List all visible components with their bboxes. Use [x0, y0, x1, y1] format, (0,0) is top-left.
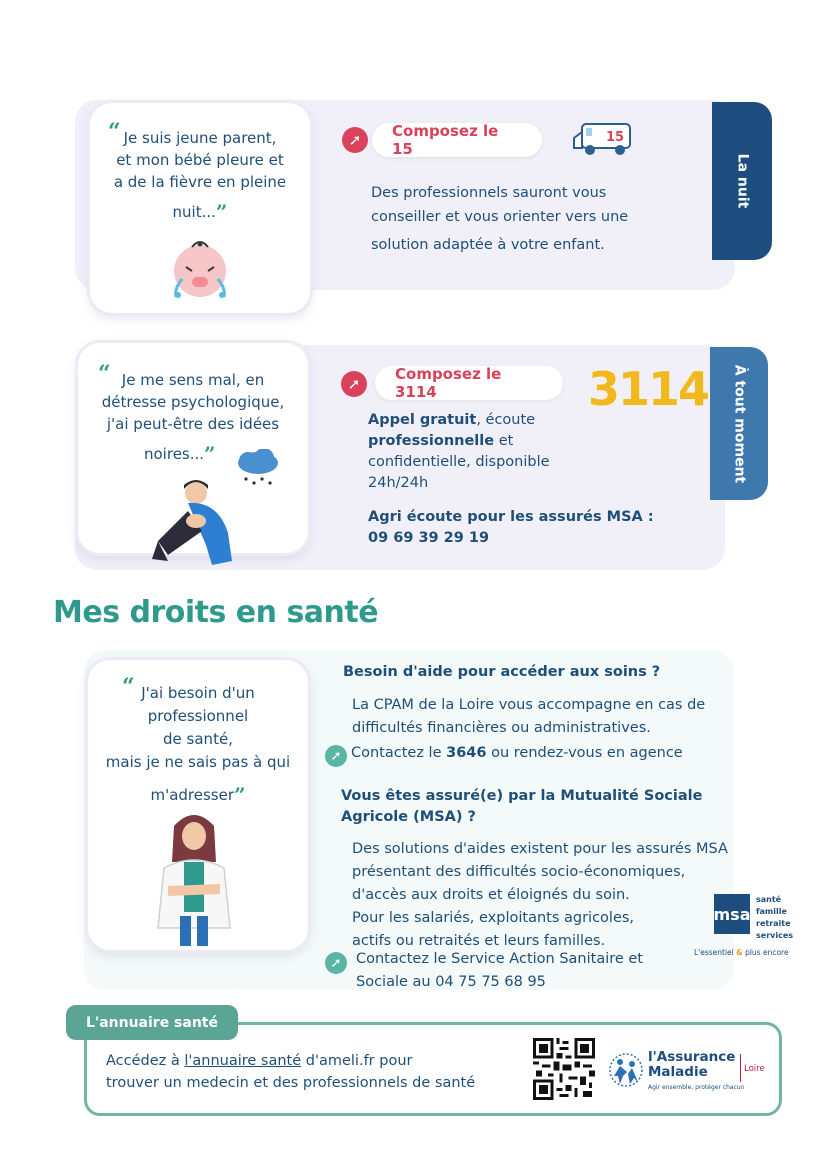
directory-line2: trouver un medecin et des professionnels de santé [106, 1075, 476, 1091]
night-quote-line-3: a de la fièvre en pleine [113, 173, 287, 191]
assurance-tagline: Agir ensemble, protéger chacun [648, 1084, 745, 1091]
anytime-tab: À tout moment [710, 347, 768, 500]
rights-q1-contact [351, 741, 683, 765]
q2-arrow-icon: ➚ [325, 952, 347, 974]
rights-q2-contact [356, 948, 643, 994]
night-text-line-2: conseiller et vous orienter vers une [371, 209, 629, 225]
rights-quote-line-1: J'ai besoin d'un [141, 684, 255, 702]
night-quote-line-2: et mon bébé pleure et [116, 151, 284, 169]
ambulance-number: 15 [606, 130, 625, 145]
rights-q2-text-4: Pour les salariés, exploitants agricoles, [352, 910, 635, 926]
ambulance-icon [572, 120, 636, 158]
sad-person-icon [148, 477, 248, 569]
rights-q1-text-1: La CPAM de la Loire vous accompagne en cas de [352, 697, 706, 713]
msa-word-4: services [756, 931, 794, 940]
anytime-text [368, 410, 654, 549]
anytime-call-pill: Composez le 3114 [375, 366, 563, 400]
directory-tab: L'annuaire santé [66, 1005, 238, 1040]
crying-baby-icon [162, 235, 238, 301]
rights-q2-contact-2: Sociale au 04 75 75 68 95 [356, 974, 546, 990]
anytime-quote-line-2: détresse psychologique, [101, 393, 285, 411]
assurance-region: Loire [744, 1064, 765, 1074]
rights-quote-line-2: professionnel [147, 707, 249, 725]
q1-contact-pre: Contactez le [351, 745, 447, 761]
night-text-line-3: solution adaptée à votre enfant. [371, 237, 605, 253]
night-text-line-1: Des professionnels sauront vous [371, 185, 607, 201]
qr-code-icon[interactable] [533, 1038, 595, 1100]
anytime-quote-line-3: j'ai peut-être des idées [106, 415, 280, 433]
doctor-icon [154, 812, 234, 946]
rights-q1-text [352, 694, 705, 740]
anytime-line1-rest: , écoute [476, 412, 536, 428]
rights-q2-text-5: actifs ou retraités et leurs familles. [352, 933, 606, 949]
directory-line1-post: d'ameli.fr pour [301, 1053, 413, 1069]
rights-q2-contact-1: Contactez le Service Action Sanitaire et [356, 951, 644, 967]
rights-q1-heading: Besoin d'aide pour accéder aux soins ? [343, 664, 661, 680]
rights-q2-line-2: Agricole (MSA) ? [341, 809, 476, 825]
assurance-line-1: l'Assurance [648, 1049, 736, 1065]
anytime-quote-line-4: noires... [144, 445, 205, 463]
night-arrow-icon: ➚ [342, 127, 368, 153]
anytime-arrow-icon: ➚ [341, 371, 367, 397]
anytime-msa-phone: 09 69 39 29 19 [368, 530, 490, 546]
q1-arrow-icon: ➚ [325, 745, 347, 767]
msa-tagline-post: plus encore [742, 948, 789, 957]
anytime-line1-bold: Appel gratuit [368, 412, 477, 428]
msa-tagline-amp: & [736, 948, 743, 957]
rights-q2-text-1: Des solutions d'aides existent pour les assurés MSA [352, 841, 728, 857]
rights-quote-card: “ J'ai besoin d'un professionnel de santé, mais je ne sais pas à qui m'adresser” [88, 660, 308, 950]
rights-q2-text-2: présentant des difficultés socio-économiques, [352, 864, 686, 880]
rights-q2-heading [341, 786, 702, 828]
assurance-maladie-figures-icon [608, 1052, 644, 1092]
rights-quote-line-3: de santé, [163, 730, 233, 748]
section-title: Mes droits en santé [53, 595, 379, 630]
rights-q2-text [352, 838, 728, 953]
assurance-line-2: Maladie [648, 1064, 708, 1080]
rights-q1-text-2: difficultés financières ou administratives. [352, 720, 651, 736]
assurance-divider [740, 1054, 741, 1082]
msa-word-1: santé [756, 895, 782, 904]
q1-contact-number: 3646 [446, 745, 487, 761]
annuaire-sante-link[interactable]: l'annuaire santé [184, 1053, 302, 1069]
anytime-line2-rest: et [494, 433, 514, 449]
msa-logo-mark [714, 894, 750, 934]
night-quote-line-4: nuit... [172, 203, 216, 221]
anytime-msa-title: Agri écoute pour les assurés MSA : [368, 509, 654, 525]
rights-q2-line-1: Vous êtes assuré(e) par la Mutualité Sociale [341, 788, 703, 804]
msa-word-3: retraite [756, 919, 791, 928]
q1-contact-post: ou rendez-vous en agence [486, 745, 683, 761]
anytime-line2-bold: professionnelle [368, 433, 495, 449]
msa-tagline-pre: L'essentiel [694, 948, 737, 957]
anytime-quote-card: “ Je me sens mal, en détresse psychologique, j'ai peut-être des idées noires...” [78, 343, 308, 553]
rights-q2-text-3: d'accès aux droits et éloignés du soin. [352, 887, 630, 903]
night-quote-card: “ Je suis jeune parent, et mon bébé pleure et a de la fièvre en pleine nuit...” [90, 103, 310, 313]
rights-quote-line-5: m'adresser [150, 786, 235, 804]
msa-word-2: famille [756, 907, 787, 916]
number-3114: 3114 [588, 362, 709, 416]
msa-logo-letters: msa [713, 904, 751, 924]
night-tab: La nuit [712, 102, 772, 260]
rights-quote-line-4: mais je ne sais pas à qui [105, 753, 291, 771]
anytime-line4: 24h/24h [368, 475, 429, 491]
night-text [371, 181, 628, 257]
anytime-line3: confidentielle, disponible [368, 454, 550, 470]
directory-text [106, 1050, 475, 1094]
directory-line1-pre: Accédez à [106, 1053, 185, 1069]
anytime-quote-line-1: Je me sens mal, en [121, 371, 265, 389]
assurance-maladie-logo [608, 1048, 765, 1100]
msa-logo [690, 886, 800, 958]
night-call-pill: Composez le 15 [372, 123, 542, 157]
night-quote-line-1: Je suis jeune parent, [123, 129, 277, 147]
